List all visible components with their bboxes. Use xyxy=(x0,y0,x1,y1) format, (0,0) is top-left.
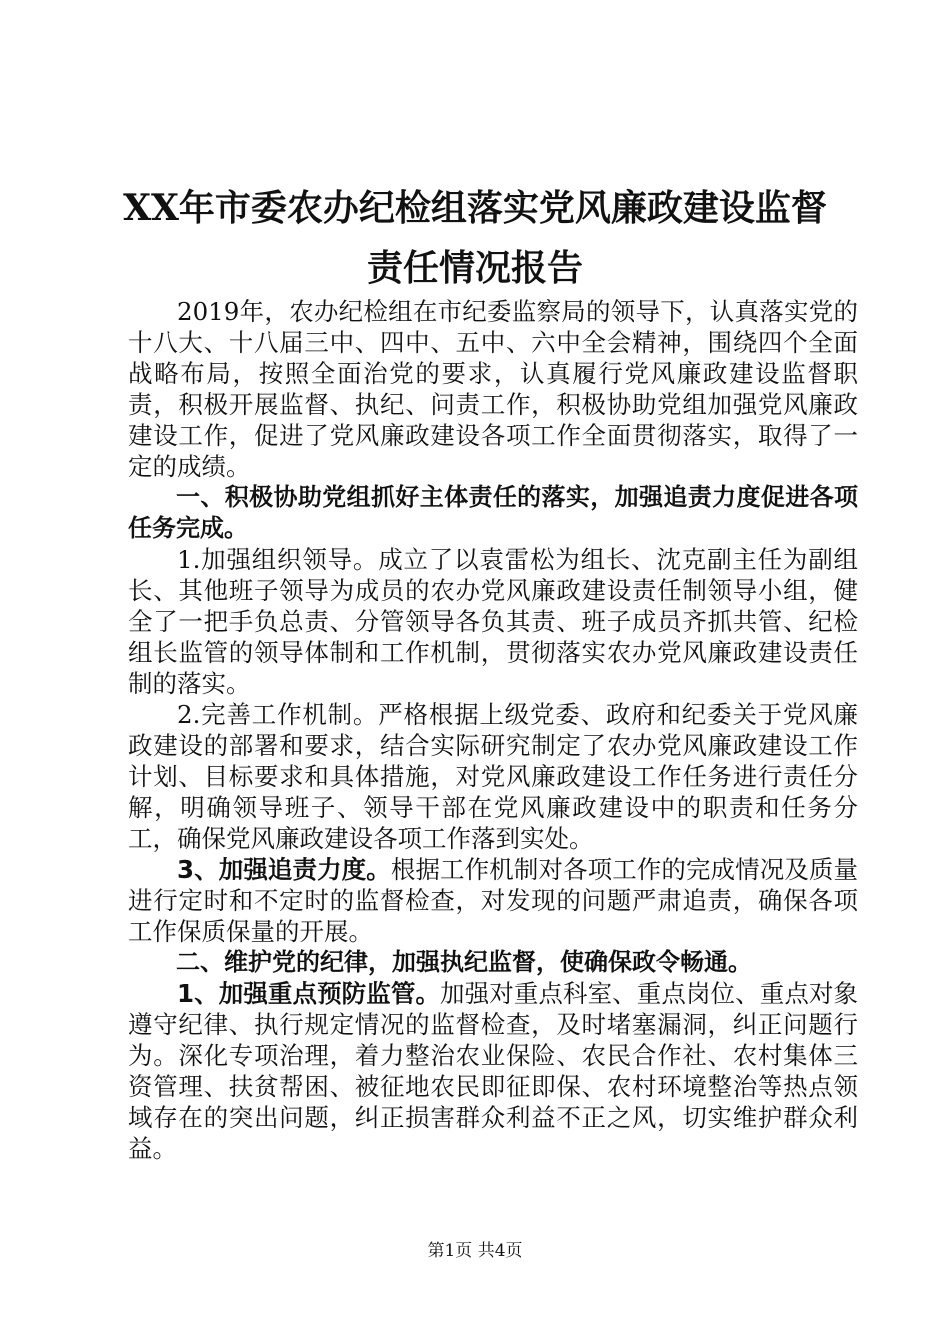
paragraph-text: 2019年，农办纪检组在市纪委监察局的领导下，认真落实党的十八大、十八届三中、四中、五中、六中全会精神，围绕四个全面战略布局，按照全面治党的要求，认真履行党风廉政建设监督职责，积极开展监督、执纪、问责工作，积极协助党组加强党风廉政建设工作，促进了党风廉政建设各项工作全面贯彻落实，取得了一定的成绩。 xyxy=(128,297,858,481)
section-heading-1: 一、积极协助党组抓好主体责任的落实，加强追责力度促进各项任务完成。 xyxy=(128,483,858,542)
paragraph-item-1 xyxy=(128,544,858,699)
paragraph-item-3 xyxy=(128,854,858,947)
page-number: 第1页 共4页 xyxy=(427,1241,523,1261)
document-body xyxy=(128,296,858,1164)
document-title-line1: XX年市委农办纪检组落实党风廉政建设监督 xyxy=(123,187,827,229)
paragraph-text: 根据工作机制对各项工作的完成情况及质量进行定时和不定时的监督检查，对发现的问题严肃追责，确保各项工作保质保量的开展。 xyxy=(128,855,859,946)
paragraph-lead: 3、加强追责力度。 xyxy=(177,855,391,884)
paragraph-text: 2.完善工作机制。严格根据上级党委、政府和纪委关于党风廉政建设的部署和要求，结合实际研究制定了农办党风廉政建设工作计划、目标要求和具体措施，对党风廉政建设工作任务进行责任分解，明确领导班子、领导干部在党风廉政建设中的职责和任务分工，确保党风廉政建设各项工作落到实处。 xyxy=(128,700,858,853)
paragraph-lead: 1、加强重点预防监管。 xyxy=(177,979,441,1008)
paragraph-item-4 xyxy=(128,978,858,1164)
paragraph-text: 加强对重点科室、重点岗位、重点对象遵守纪律、执行规定情况的监督检查，及时堵塞漏洞，纠正问题行为。深化专项治理，着力整治农业保险、农民合作社、农村集体三资管理、扶贫帮困、被征地农民即征即保、农村环境整治等热点领域存在的突出问题，纠正损害群众利益不正之风，切实维护群众利益。 xyxy=(128,979,858,1163)
document-title-line2: 责任情况报告 xyxy=(366,247,583,289)
section-heading-2: 二、维护党的纪律，加强执纪监督，使确保政令畅通。 xyxy=(176,948,752,976)
paragraph-text: 1.加强组织领导。成立了以袁雷松为组长、沈克副主任为副组长、其他班子领导为成员的农办党风廉政建设责任制领导小组，健全了一把手负总责、分管领导各负其责、班子成员齐抓共管、纪检组长监管的领导体制和工作机制，贯彻落实农办党风廉政建设责任制的落实。 xyxy=(128,545,858,698)
paragraph-item-2 xyxy=(128,699,858,854)
paragraph-intro xyxy=(128,296,858,482)
